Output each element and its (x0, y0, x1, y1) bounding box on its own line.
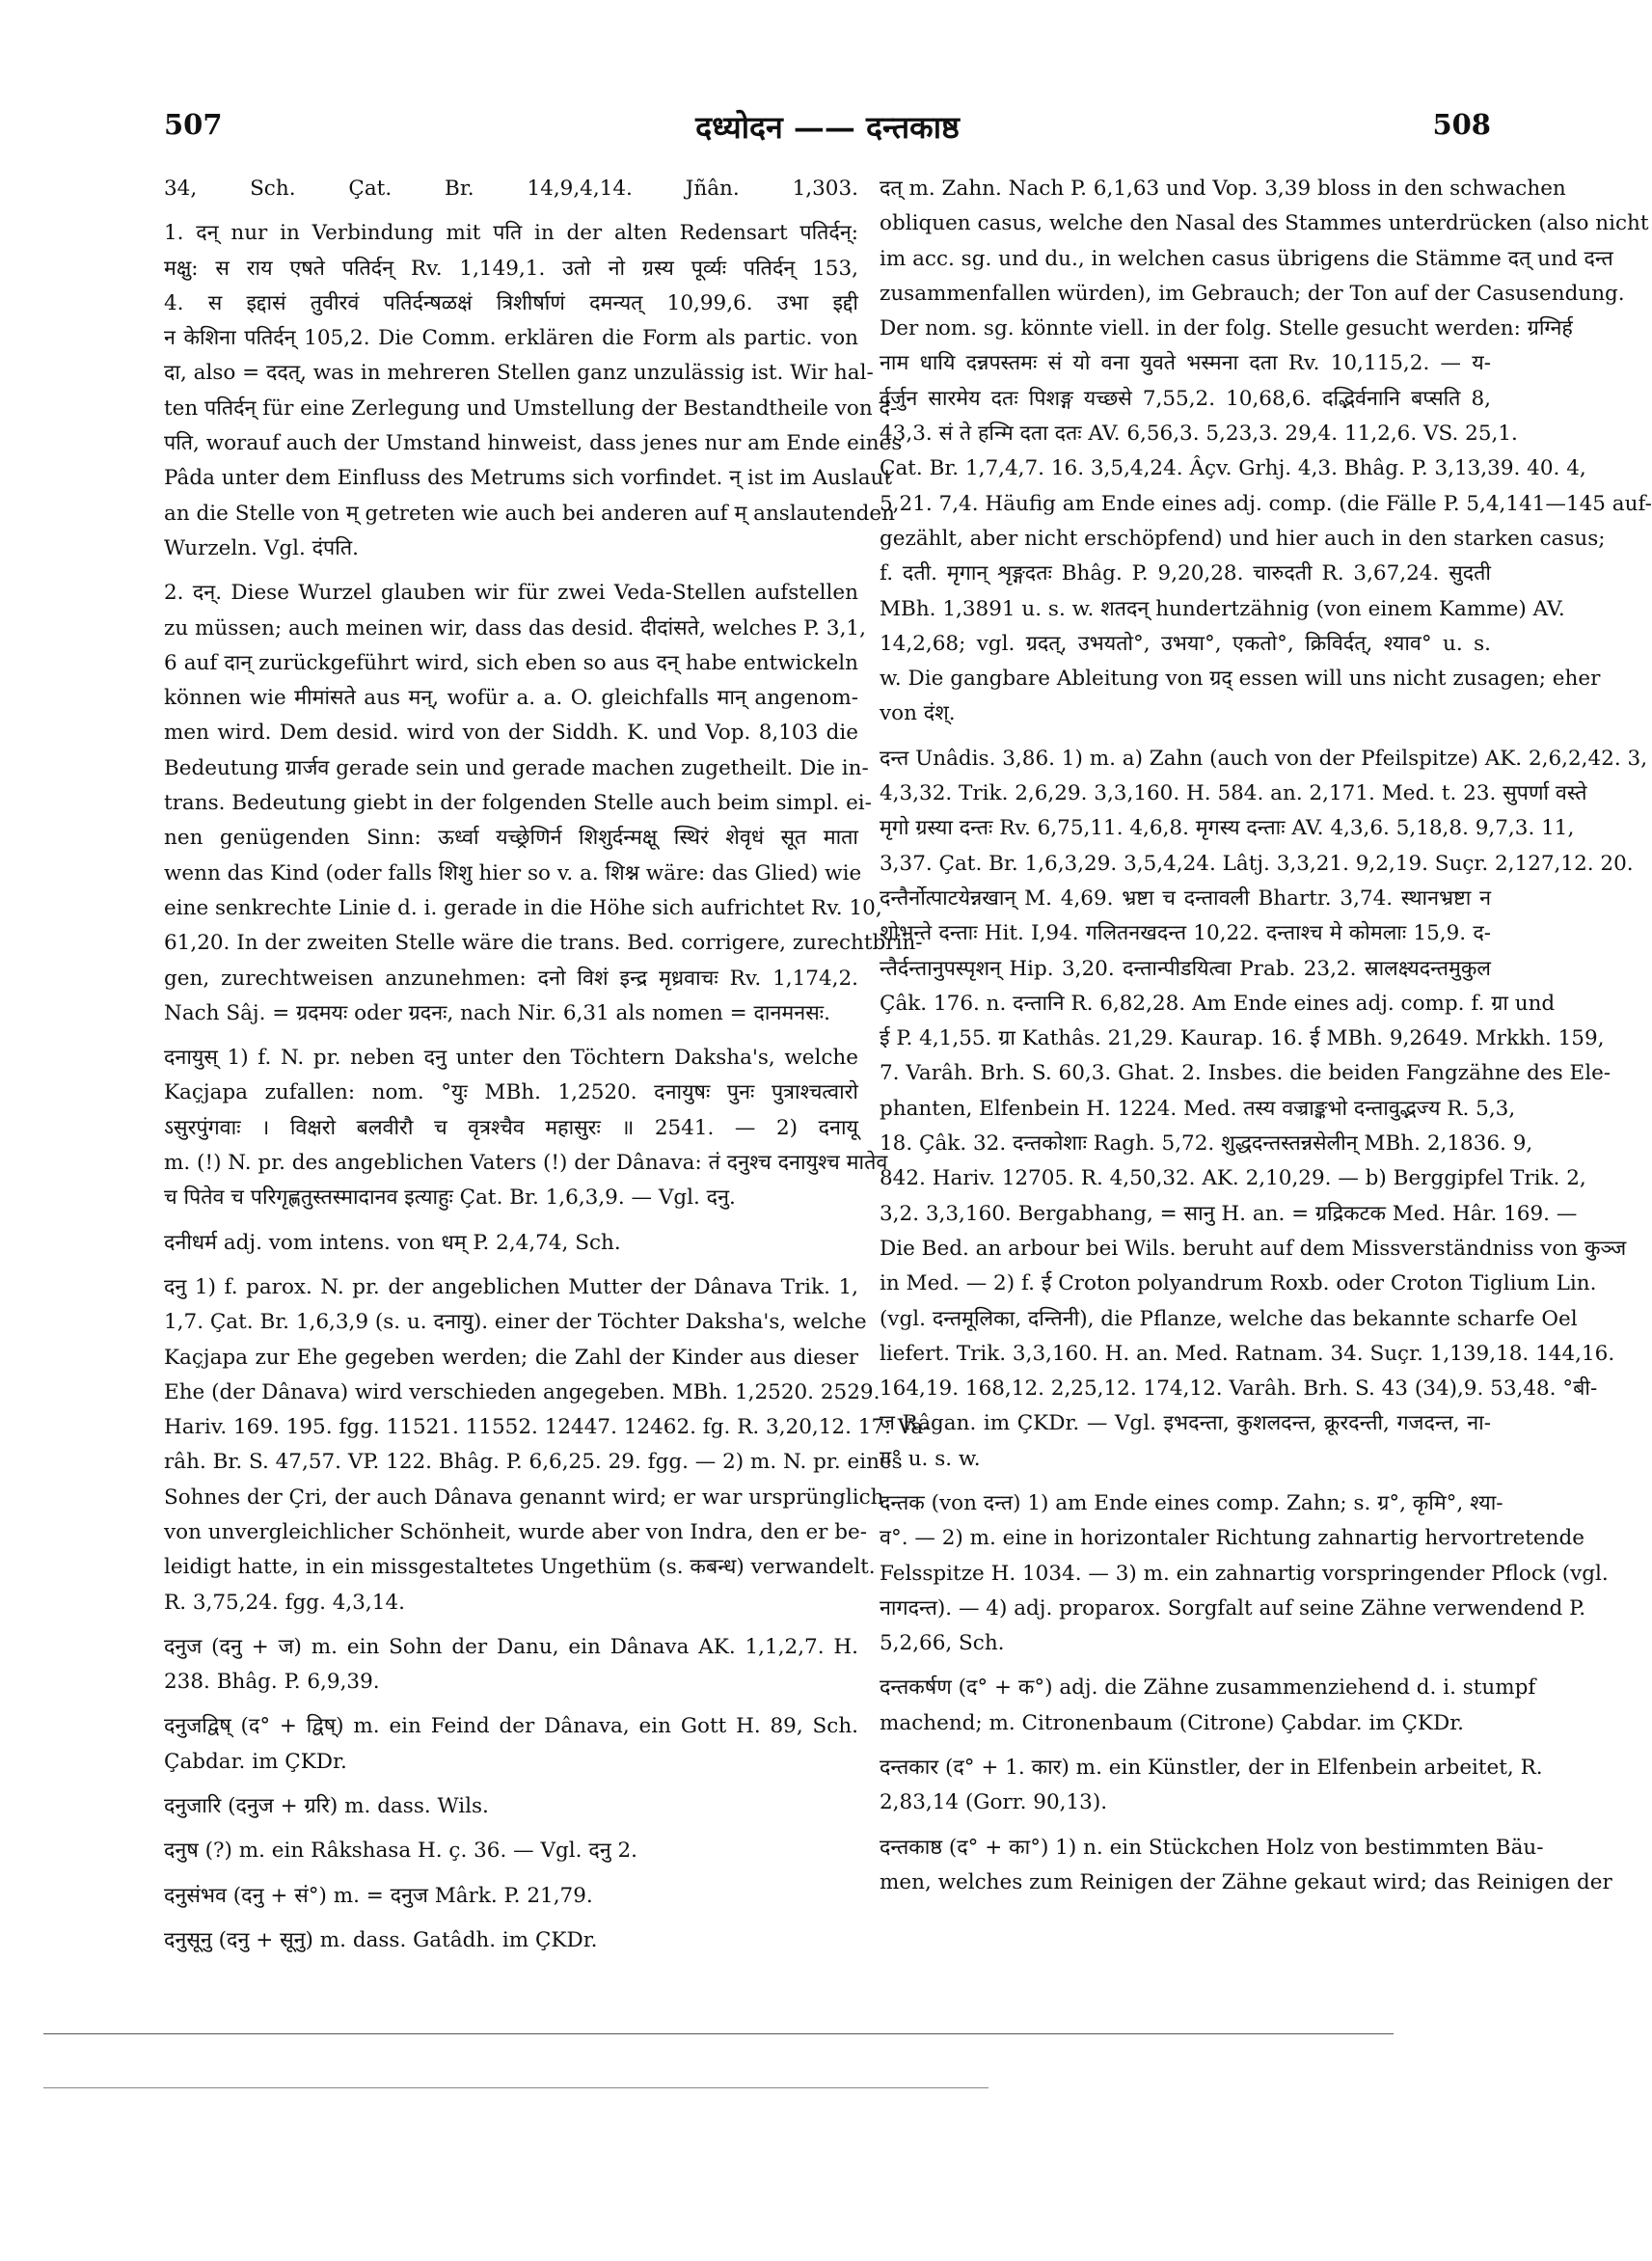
text-line: दनुजद्विष् (द° + द्विष्) m. ein Feind der Dânava, ein Gott H. 89, Sch. (164, 1714, 858, 1739)
text-line: 18. Çâk. 32. दन्तकोशाः Ragh. 5,72. शुद्धदन्तस्तन्नसेलीन् MBh. 2,1836. 9, (880, 1131, 1533, 1157)
text-line: शोभन्ते दन्ताः Hit. I,94. गलितनखदन्त 10,22. दन्ताश्च मे कोमलाः 15,9. द- (880, 921, 1491, 946)
text-line: दनुज (दनु + ज) m. ein Sohn der Danu, ein Dânava AK. 1,1,2,7. H. (164, 1634, 858, 1659)
text-line: trans. Bedeutung giebt in der folgenden Stelle auch beim simpl. ei- (164, 791, 872, 816)
text-line: 5,21. 7,4. Häufig am Ende eines adj. comp. (die Fälle P. 5,4,141—145 auf- (880, 491, 1652, 516)
text-line: Kaçjapa zur Ehe gegeben werden; die Zahl der Kinder aus dieser (164, 1345, 858, 1370)
text-line: दनुसूनु (दनु + सूनु) m. dass. Gatâdh. im ÇKDr. (164, 1927, 598, 1952)
page-header (164, 108, 1491, 156)
text-line: 61,20. In der zweiten Stelle wäre die trans. Bed. corrigere, zurechtbrin- (164, 931, 923, 956)
text-line: दन्त Unâdis. 3,86. 1) m. a) Zahn (auch von der Pfeilspitze) AK. 2,6,2,42. 3, (880, 746, 1648, 771)
text-line: Çabdar. im ÇKDr. (164, 1749, 347, 1774)
text-line: दनायुस् 1) f. N. pr. neben दनु unter den Töchtern Daksha's, welche (164, 1046, 858, 1071)
text-line: Kaçjapa zufallen: nom. °युः MBh. 1,2520. दनायुषः पुनः पुत्राश्चत्वारो (164, 1080, 858, 1105)
text-line: eine senkrechte Linie d. i. gerade in die Höhe sich aufrichtet Rv. 10, (164, 895, 882, 920)
footer-rule (43, 2033, 1394, 2034)
text-line: 1. दन् nur in Verbindung mit पति in der alten Redensart पतिर्दन्: (164, 221, 858, 246)
text-line: 4,3,32. Trik. 2,6,29. 3,3,160. H. 584. an. 2,171. Med. t. 23. सुपर्णा वस्ते (880, 781, 1587, 806)
text-line: न्तैर्दन्तानुपस्पृशन् Hip. 3,20. दन्तान्पीडयित्वा Prab. 23,2. स्रालक्ष्यदन्तमुकुल (880, 956, 1491, 981)
text-line: ऽसुरपुंगवाः । विक्षरो बलवीरौ च वृत्रश्चैव महासुरः ॥ 2541. — 2) दनायू (164, 1115, 858, 1140)
text-line: दन्तकाष्ठ (द° + का°) 1) n. ein Stückchen Holz von bestimmten Bäu- (880, 1835, 1544, 1860)
text-line: Der nom. sg. könnte viell. in der folg. Stelle gesucht werden: ग्रग्निर्ह (880, 316, 1573, 341)
text-line: R. 3,75,24. fgg. 4,3,14. (164, 1590, 405, 1615)
text-line: liefert. Trik. 3,3,160. H. an. Med. Ratnam. 34. Suçr. 1,139,18. 144,16. (880, 1341, 1615, 1366)
text-line: Wurzeln. Vgl. दंपति. (164, 535, 359, 560)
text-line: 3,2. 3,3,160. Bergabhang, = सानु H. an. = ग्रद्रिकटक Med. Hâr. 169. — (880, 1201, 1578, 1226)
text-line: दन्तकर्षण (द° + क°) adj. die Zähne zusammenziehend d. i. stumpf (880, 1675, 1536, 1701)
text-line: 238. Bhâg. P. 6,9,39. (164, 1670, 380, 1695)
text-line: f. दती. मृगान् शृङ्गदतः Bhâg. P. 9,20,28. चारुदती R. 3,67,24. सुदती (880, 561, 1491, 586)
text-line: 4. स इद्दासं तुवीरवं पतिर्दन्षळक्षं त्रिशीर्षाणं दमन्यत् 10,99,6. उभा इद्दी (164, 290, 858, 315)
text-line: MBh. 1,3891 u. s. w. शतदन् hundertzähnig (von einem Kamme) AV. (880, 596, 1565, 621)
text-line: Die Bed. an arbour bei Wils. beruht auf dem Missverständniss von कुञ्ज (880, 1236, 1627, 1261)
text-line: र्दर्जुन सारमेय दतः पिशङ्ग यच्छसे 7,55,2. 10,68,6. दद्भिर्वनानि बप्सति 8, (880, 386, 1491, 411)
text-line: gen, zurechtweisen anzunehmen: दनो विशं इन्द्र मृध्रवाचः Rv. 1,174,2. (164, 966, 858, 991)
text-line: Bedeutung ग्रार्जव gerade sein und gerade machen zugetheilt. Die in- (164, 755, 869, 780)
text-line: 3,37. Çat. Br. 1,6,3,29. 3,5,4,24. Lâtj. 3,3,21. 9,2,19. Suçr. 2,127,12. 20. (880, 851, 1634, 876)
text-line: ग° u. s. w. (880, 1446, 981, 1471)
text-line: von दंश्. (880, 701, 956, 726)
text-line: men wird. Dem desid. wird von der Siddh. K. und Vop. 8,103 die (164, 721, 858, 746)
text-line: Felsspitze H. 1034. — 3) m. ein zahnartig vorspringender Pflock (vgl. (880, 1561, 1609, 1586)
text-line: men, welches zum Reinigen der Zähne gekaut wird; das Reinigen der (880, 1869, 1612, 1894)
footer-rule-secondary (43, 2087, 988, 2088)
text-line: व°. — 2) m. eine in horizontaler Richtung zahnartig hervortretende (880, 1526, 1584, 1551)
text-line: दत् m. Zahn. Nach P. 6,1,63 und Vop. 3,39 bloss in den schwachen (880, 177, 1566, 201)
text-line: मक्षु: स राय एषते पतिर्दन् Rv. 1,149,1. उतो नो ग्रस्य पूर्व्यः पतिर्दन् 153, (164, 256, 858, 281)
text-line: m. (!) N. pr. des angeblichen Vaters (!) der Dânava: तं दनुश्च दनायुश्च मातेव (164, 1151, 888, 1176)
text-line: 842. Hariv. 12705. R. 4,50,32. AK. 2,10,29. — b) Berggipfel Trik. 2, (880, 1166, 1586, 1191)
text-line: नागदन्त). — 4) adj. proparox. Sorgfalt auf seine Zähne verwendend P. (880, 1595, 1586, 1621)
text-line: 164,19. 168,12. 2,25,12. 174,12. Varâh. Brh. S. 43 (34),9. 53,48. °बी- (880, 1376, 1598, 1402)
text-line: ई P. 4,1,55. ग्रा Kathâs. 21,29. Kaurap. 16. ई MBh. 9,2649. Mrkkh. 159, (880, 1026, 1605, 1051)
text-line: Çâk. 176. n. दन्तानि R. 6,82,28. Am Ende eines adj. comp. f. ग्रा und (880, 991, 1556, 1016)
text-line: Nach Sâj. = ग्रदमयः oder ग्रदनः, nach Nir. 6,31 als nomen = दानमनसः. (164, 1000, 830, 1025)
text-line: 7. Varâh. Brh. S. 60,3. Ghat. 2. Insbes. die beiden Fangzähne des Ele- (880, 1061, 1611, 1086)
text-line: नाम धायि दन्नपस्तमः सं यो वना युवते भस्मना दता Rv. 10,115,2. — य- (880, 351, 1491, 376)
text-line: दनीधर्म adj. vom intens. von धम् P. 2,4,74, Sch. (164, 1230, 621, 1255)
text-line: leidigt hatte, in ein missgestaltetes Ungethüm (s. कबन्ध) verwandelt. (164, 1555, 876, 1580)
running-head: दध्योदन —— दन्तकाष्ठ (695, 109, 960, 146)
right-column (880, 172, 1652, 1900)
text-line: 2,83,14 (Gorr. 90,13). (880, 1790, 1108, 1815)
text-line: Sohnes der Çri, der auch Dânava genannt wird; er war ursprünglich (164, 1485, 884, 1510)
text-line: दन्तैर्नोत्पाटयेन्नखान् M. 4,69. भ्रष्टा च दन्तावली Bhartr. 3,74. स्थानभ्रष्टा न (880, 885, 1491, 911)
text-line: दनु 1) f. parox. N. pr. der angeblichen Mutter der Dânava Trik. 1, (164, 1274, 858, 1299)
text-line: an die Stelle von म् getreten wie auch bei anderen auf म् anslautenden (164, 501, 895, 526)
text-line: मृगो ग्रस्या दन्तः Rv. 6,75,11. 4,6,8. मृगस्य दन्ताः AV. 4,3,6. 5,18,8. 9,7,3. 11, (880, 816, 1575, 841)
text-line: 5,2,66, Sch. (880, 1631, 1005, 1656)
text-line: können wie मीमांसते aus मन्, wofür a. a. O. gleichfalls मान् angenom- (164, 686, 858, 711)
text-line: gezählt, aber nicht erschöpfend) und hier auch in den starken casus; (880, 526, 1606, 551)
text-line: दन्तकार (द° + 1. कार) m. ein Künstler, der in Elfenbein arbeitet, R. (880, 1756, 1543, 1781)
text-line: wenn das Kind (oder falls शिशु hier so v. a. शिश्न wäre: das Glied) wie (164, 860, 862, 885)
text-line: (vgl. दन्तमूलिका, दन्तिनी), die Pflanze, welche das bekannte scharfe Oel (880, 1306, 1578, 1331)
text-line: zu müssen; auch meinen wir, dass das desid. दीदांसते, welches P. 3,1, (164, 615, 866, 640)
text-line: von unvergleichlicher Schönheit, wurde aber von Indra, den er be- (164, 1519, 868, 1544)
text-line: दनुजारि (दनुज + ग्ररि) m. dass. Wils. (164, 1794, 489, 1819)
text-line: râh. Br. S. 47,57. VP. 122. Bhâg. P. 6,6,25. 29. fgg. — 2) m. N. pr. eines (164, 1450, 903, 1475)
page-number-left: 507 (164, 108, 223, 141)
text-line: पति, worauf auch der Umstand hinweist, dass jenes nur am Ende eines (164, 431, 903, 456)
text-line: 14,2,68; vgl. ग्रदत्, उभयतो°, उभया°, एकतो°, क्रिविर्दत्, श्याव° u. s. (880, 631, 1491, 656)
text-line: 34, Sch. Çat. Br. 14,9,4,14. Jñân. 1,303. (164, 177, 858, 201)
text-line: दनुष (?) m. ein Râkshasa H. ç. 36. — Vgl. दनु 2. (164, 1839, 638, 1864)
text-line: obliquen casus, welche den Nasal des Stammes unterdrücken (also nicht (880, 211, 1649, 236)
text-line: 43,3. सं ते हन्मि दता दतः AV. 6,56,3. 5,23,3. 29,4. 11,2,6. VS. 25,1. (880, 422, 1518, 447)
text-line: im acc. sg. und du., in welchen casus übrigens die Stämme दत् und दन्त (880, 246, 1613, 271)
text-line: 1,7. Çat. Br. 1,6,3,9 (s. u. दनायु). einer der Töchter Daksha's, welche (164, 1310, 867, 1335)
text-line: phanten, Elfenbein H. 1224. Med. तस्य वज्राङ्कभो दन्तावुद्भज्य R. 5,3, (880, 1096, 1516, 1121)
text-line: Hariv. 169. 195. fgg. 11521. 11552. 12447. 12462. fg. R. 3,20,12. 17. Va- (164, 1415, 931, 1440)
text-line: दनुसंभव (दनु + सं°) m. = दनुज Mârk. P. 21,79. (164, 1883, 593, 1908)
text-line: in Med. — 2) f. ई Croton polyandrum Roxb. oder Croton Tiglium Lin. (880, 1271, 1597, 1296)
text-line: Çat. Br. 1,7,4,7. 16. 3,5,4,24. Âçv. Grhj. 4,3. Bhâg. P. 3,13,39. 40. 4, (880, 456, 1586, 481)
text-line: 6 auf दान् zurückgeführt wird, sich eben so aus दन् habe entwickeln (164, 650, 858, 675)
text-line: w. Die gangbare Ableitung von ग्रद् essen will uns nicht zusagen; eher (880, 667, 1601, 692)
text-line: nen genügenden Sinn: ऊर्ध्वा यच्छ्रेणिर्न शिशुर्दन्मक्षू स्थिरं शेवृधं सूत माता (164, 826, 858, 851)
text-line: ten पतिर्दन् für eine Zerlegung und Umstellung der Bestandtheile von दं- (164, 395, 898, 421)
text-line: न केशिना पतिर्दन् 105,2. Die Comm. erklären die Form als partic. von (164, 326, 858, 351)
text-line: दन्तक (von दन्त) 1) am Ende eines comp. Zahn; s. ग्र°, कृमि°, श्या- (880, 1490, 1503, 1515)
page-number-right: 508 (1432, 108, 1491, 141)
text-line: Ehe (der Dânava) wird verschieden angegeben. MBh. 1,2520. 2529. (164, 1379, 880, 1404)
text-line: 2. दन्. Diese Wurzel glauben wir für zwei Veda-Stellen aufstellen (164, 581, 858, 606)
text-line: Pâda unter dem Einfluss des Metrums sich vorfindet. न् ist im Auslaut (164, 466, 893, 491)
text-line: च पितेव च परिगृह्णतुस्तस्मादानव इत्याहुः Çat. Br. 1,6,3,9. — Vgl. दनु. (164, 1185, 736, 1211)
text-line: ज Râgan. im ÇKDr. — Vgl. इभदन्ता, कुशलदन्त, क्रूरदन्ती, गजदन्त, ना- (880, 1411, 1491, 1436)
text-line: दा, also = ददत्, was in mehreren Stellen ganz unzulässig ist. Wir hal- (164, 361, 874, 386)
text-line: machend; m. Citronenbaum (Citrone) Çabdar. im ÇKDr. (880, 1710, 1464, 1735)
text-line: zusammenfallen würden), im Gebrauch; der Ton auf der Casusendung. (880, 281, 1625, 306)
